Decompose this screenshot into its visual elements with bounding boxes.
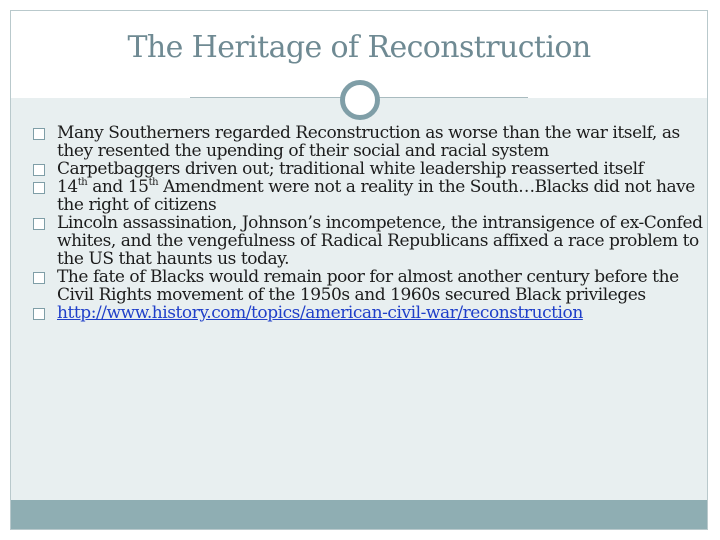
bullet-item-4 <box>33 214 703 268</box>
bullet-list <box>33 124 703 322</box>
slide-title: The Heritage of Reconstruction <box>127 30 591 65</box>
bullet-item-1 <box>33 124 703 160</box>
ordinal-superscript: th <box>77 177 88 188</box>
bullet-item-2 <box>33 160 703 178</box>
bullet-item-6 <box>33 304 703 322</box>
bullet-item-3 <box>33 178 703 214</box>
bullet-text: Many Southerners regarded Reconstruction as worse than the war itself, as they resented the upending of their social and racial system <box>57 123 680 161</box>
bottom-band <box>11 500 707 529</box>
decorative-ring-icon <box>340 80 380 120</box>
hollow-square-bullet-icon <box>33 128 45 140</box>
hollow-square-bullet-icon <box>33 182 45 194</box>
hollow-square-bullet-icon <box>33 272 45 284</box>
bullet-item-5 <box>33 268 703 304</box>
hollow-square-bullet-icon <box>33 218 45 230</box>
hollow-square-bullet-icon <box>33 308 45 320</box>
bullet-text: Lincoln assassination, Johnson’s incompetence, the intransigence of ex-Confed whites, and the vengefulness of Radical Republicans affixed a race problem to the US that haunts us today. <box>57 213 703 269</box>
hollow-square-bullet-icon <box>33 164 45 176</box>
bullet-text-part: Amendment were not a reality in the South…Blacks did not have the right of citizens <box>57 177 695 215</box>
ordinal-superscript: th <box>148 177 159 188</box>
bullet-text: Carpetbaggers driven out; traditional white leadership reasserted itself <box>57 159 644 179</box>
bullet-text: The fate of Blacks would remain poor for almost another century before the Civil Rights movement of the 1950s and 1960s secured Black privileges <box>57 267 679 305</box>
bullet-text-part: and 15 <box>87 177 149 197</box>
bullet-text-part: 14 <box>57 177 78 197</box>
reference-link[interactable]: http://www.history.com/topics/american-civil-war/reconstruction <box>57 303 583 323</box>
